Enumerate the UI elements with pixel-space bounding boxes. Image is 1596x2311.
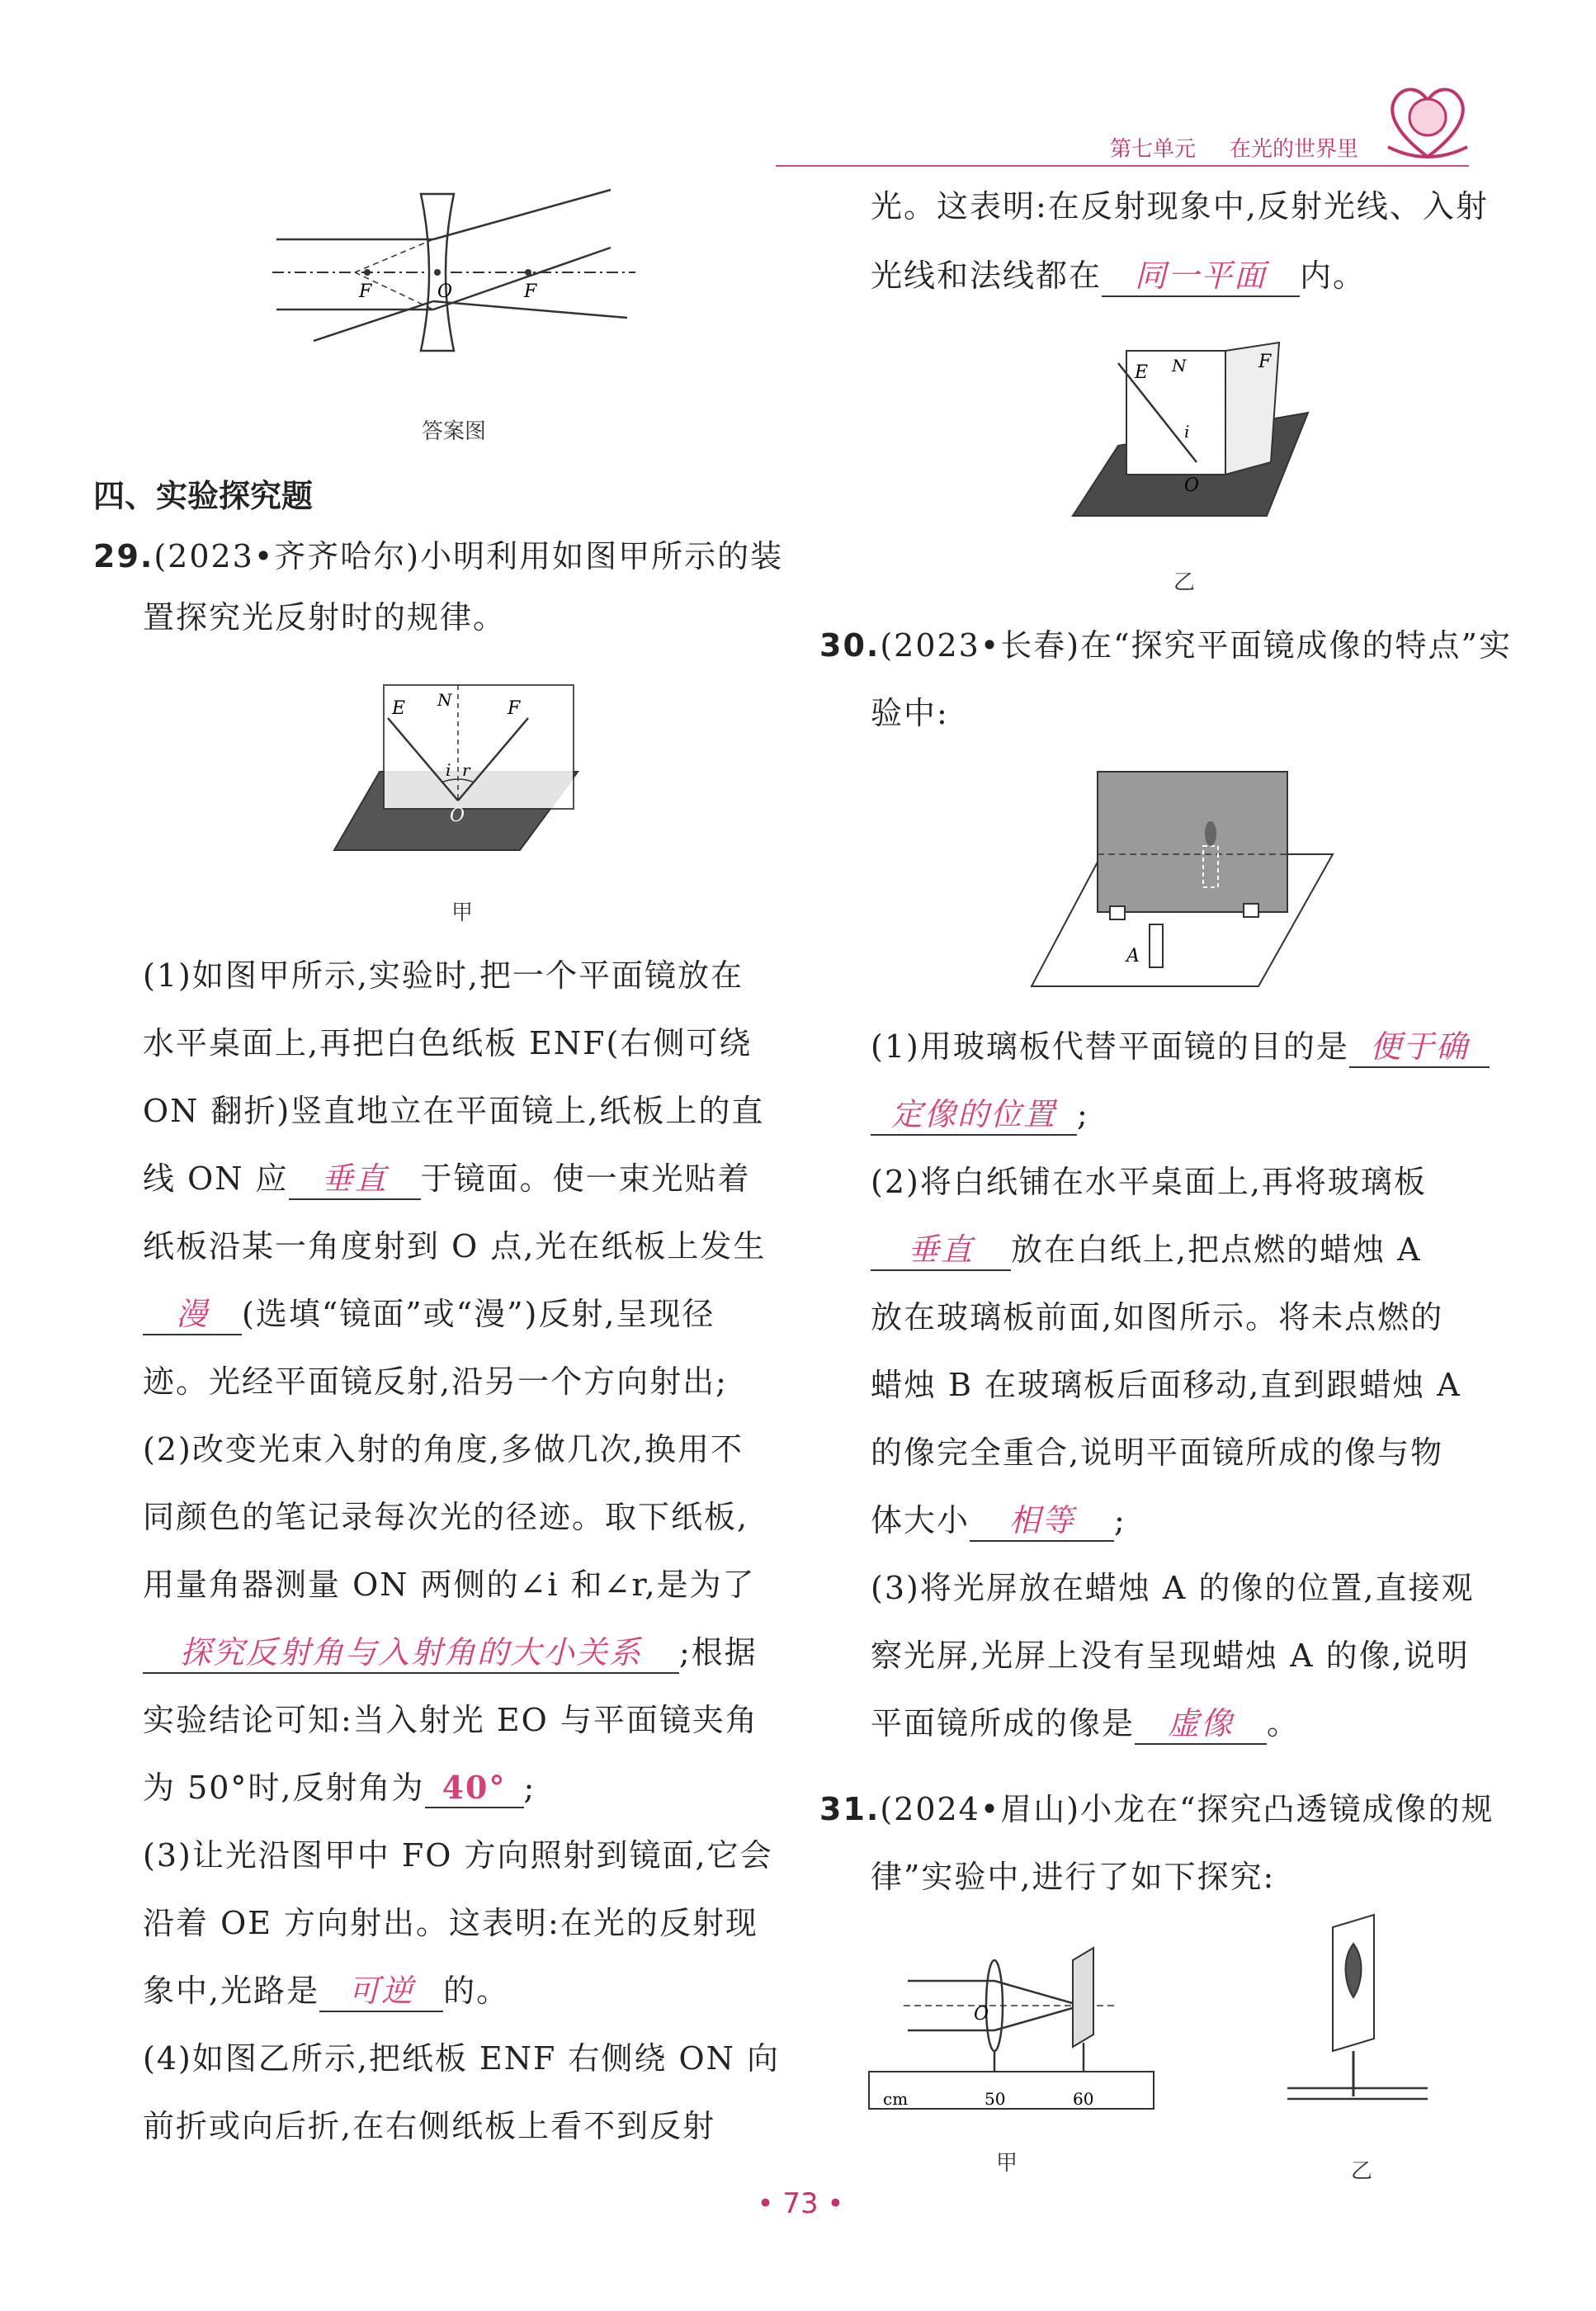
fig29-i: i (446, 760, 451, 780)
figure-31-jia-caption: 甲 (995, 2151, 1018, 2176)
answer-figure-concave-lens (264, 186, 644, 359)
q31-number: 31. (819, 1791, 881, 1827)
fig29b-n: N (1172, 356, 1187, 376)
header-unit: 第七单元 (1110, 137, 1197, 162)
figure-31-yi (1283, 1911, 1432, 2109)
q30-p1-line2: 定像的位置 ; (871, 1080, 1089, 1149)
q30-answer-purpose-b: 定像的位置 (871, 1096, 1077, 1136)
q30-p2-line5: 的像完全重合,说明平面镜所成的像与物 (871, 1434, 1444, 1471)
q29-answer-reversible: 可逆 (319, 1973, 443, 2012)
figure-30-plane-mirror (1027, 768, 1341, 990)
q31-intro-line2: 律”实验中,进行了如下探究: (871, 1859, 1276, 1895)
q30-p2-line3: 放在玻璃板前面,如图所示。将未点燃的 (871, 1299, 1444, 1335)
q29-answer-diffuse: 漫 (143, 1296, 242, 1335)
q29-answer-angle: 40° (425, 1769, 524, 1808)
q29-p1-line7: 迹。光经平面镜反射,沿另一个方向射出; (143, 1363, 728, 1400)
figure-29-yi-caption: 乙 (1173, 570, 1195, 595)
q30-p2-line4: 蜡烛 B 在玻璃板后面移动,直到跟蜡烛 A (871, 1367, 1461, 1403)
section-title: 四、实验探究题 (93, 478, 314, 514)
q29-p2-line4: 探究反射角与入射角的大小关系 ;根据 (143, 1618, 758, 1687)
q29-p1-line3: ON 翻折)竖直地立在平面镜上,纸板上的直 (143, 1093, 765, 1129)
q30-p2-line2: 垂直 放在白纸上,把点燃的蜡烛 A (871, 1215, 1422, 1284)
q30-number: 30. (819, 627, 881, 664)
q29-p3-line2: 沿着 OE 方向射出。这表明:在光的反射现 (143, 1905, 758, 1941)
fig29-f: F (508, 698, 521, 719)
header-rule (776, 165, 1469, 167)
q30-p2-line1: (2)将白纸铺在水平桌面上,再将玻璃板 (871, 1164, 1427, 1200)
fig-label-o: O (437, 281, 453, 302)
q29-p1-line6: 漫 (选填“镜面”或“漫”)反射,呈现径 (143, 1279, 715, 1349)
fig-label-f2: F (524, 281, 537, 302)
fig31-tick60: 60 (1073, 2089, 1094, 2109)
figure-31-jia (862, 1935, 1159, 2121)
q29-p1-line5: 纸板沿某一角度射到 O 点,光在纸板上发生 (143, 1228, 767, 1264)
fig30-a: A (1126, 946, 1140, 966)
q29-p3-line3: 象中,光路是 可逆 的。 (143, 1956, 509, 2025)
q30-p3-line2: 察光屏,光屏上没有呈现蜡烛 A 的像,说明 (871, 1638, 1470, 1674)
fig29b-f: F (1258, 352, 1272, 372)
q29-p1-line4: 线 ON 应 垂直 于镜面。使一束光贴着 (143, 1144, 751, 1213)
q30-answer-virtual: 虚像 (1135, 1705, 1267, 1745)
figure-29-jia (330, 677, 594, 858)
q30-answer-vertical: 垂直 (871, 1231, 1011, 1271)
q29-p4-line3: 光。这表明:在反射现象中,反射光线、入射 (871, 188, 1489, 224)
answer-figure-caption: 答案图 (421, 419, 486, 444)
q29-p4-line1: (4)如图乙所示,把纸板 ENF 右侧绕 ON 向 (143, 2040, 780, 2077)
figure-29-yi (1069, 338, 1316, 528)
header-title: 在光的世界里 (1230, 137, 1359, 162)
q29-answer-plane: 同一平面 (1102, 258, 1300, 297)
q30-answer-purpose-a: 便于确 (1349, 1028, 1490, 1068)
fig29-n: N (437, 690, 452, 710)
q30-intro-line1: 30.(2023•长春)在“探究平面镜成像的特点”实 (819, 627, 1512, 664)
q31-intro-line1: 31.(2024•眉山)小龙在“探究凸透镜成像的规 (819, 1791, 1494, 1827)
q29-intro-line2: 置探究光反射时的规律。 (143, 599, 507, 636)
q30-p2-line6: 体大小 相等 ; (871, 1486, 1126, 1555)
fig-label-f1: F (359, 281, 372, 302)
q29-p2-line2: 同颜色的笔记录每次光的径迹。取下纸板, (143, 1499, 749, 1535)
fig31-o: O (974, 2004, 989, 2025)
fig29b-e: E (1135, 362, 1149, 383)
fig29b-o: O (1184, 475, 1200, 496)
q29-p2-line1: (2)改变光束入射的角度,多做几次,换用不 (143, 1431, 744, 1467)
fig31-cm: cm (883, 2089, 909, 2109)
q29-answer-purpose: 探究反射角与入射角的大小关系 (143, 1634, 679, 1674)
q29-intro-line1: 29.(2023•齐齐哈尔)小明利用如图甲所示的装 (93, 538, 784, 574)
q29-p4-line2: 前折或向后折,在右侧纸板上看不到反射 (143, 2108, 716, 2144)
q29-number: 29. (93, 538, 154, 574)
page-number: • 73 • (757, 2187, 844, 2220)
q30-p1-line1: (1)用玻璃板代替平面镜的目的是 便于确 (871, 1012, 1490, 1081)
q30-p3-line1: (3)将光屏放在蜡烛 A 的像的位置,直接观 (871, 1570, 1475, 1606)
brand-logo-icon (1378, 74, 1477, 165)
q29-p2-line3: 用量角器测量 ON 两侧的∠i 和∠r,是为了 (143, 1567, 756, 1603)
fig29-r: r (462, 760, 470, 780)
figure-29-jia-caption: 甲 (451, 900, 473, 925)
q29-p2-line6: 为 50°时,反射角为 40° ; (143, 1753, 536, 1822)
fig29b-i: i (1184, 422, 1190, 442)
q30-p3-line3: 平面镜所成的像是 虚像 。 (871, 1689, 1300, 1758)
q29-answer-vertical: 垂直 (289, 1160, 421, 1200)
q29-p2-line5: 实验结论可知:当入射光 EO 与平面镜夹角 (143, 1702, 758, 1738)
fig29-o: O (450, 806, 465, 826)
q30-answer-equal: 相等 (970, 1502, 1114, 1542)
q30-intro-line2: 验中: (871, 695, 949, 731)
fig31-tick50: 50 (985, 2089, 1006, 2109)
fig29-e: E (392, 698, 406, 719)
q29-p4-line4: 光线和法线都在 同一平面 内。 (871, 241, 1366, 310)
figure-31-yi-caption: 乙 (1350, 2159, 1372, 2184)
q29-p1-line1: (1)如图甲所示,实验时,把一个平面镜放在 (143, 957, 744, 994)
q29-p1-line2: 水平桌面上,再把白色纸板 ENF(右侧可绕 (143, 1025, 753, 1061)
q29-p3-line1: (3)让光沿图甲中 FO 方向照射到镜面,它会 (143, 1837, 773, 1874)
